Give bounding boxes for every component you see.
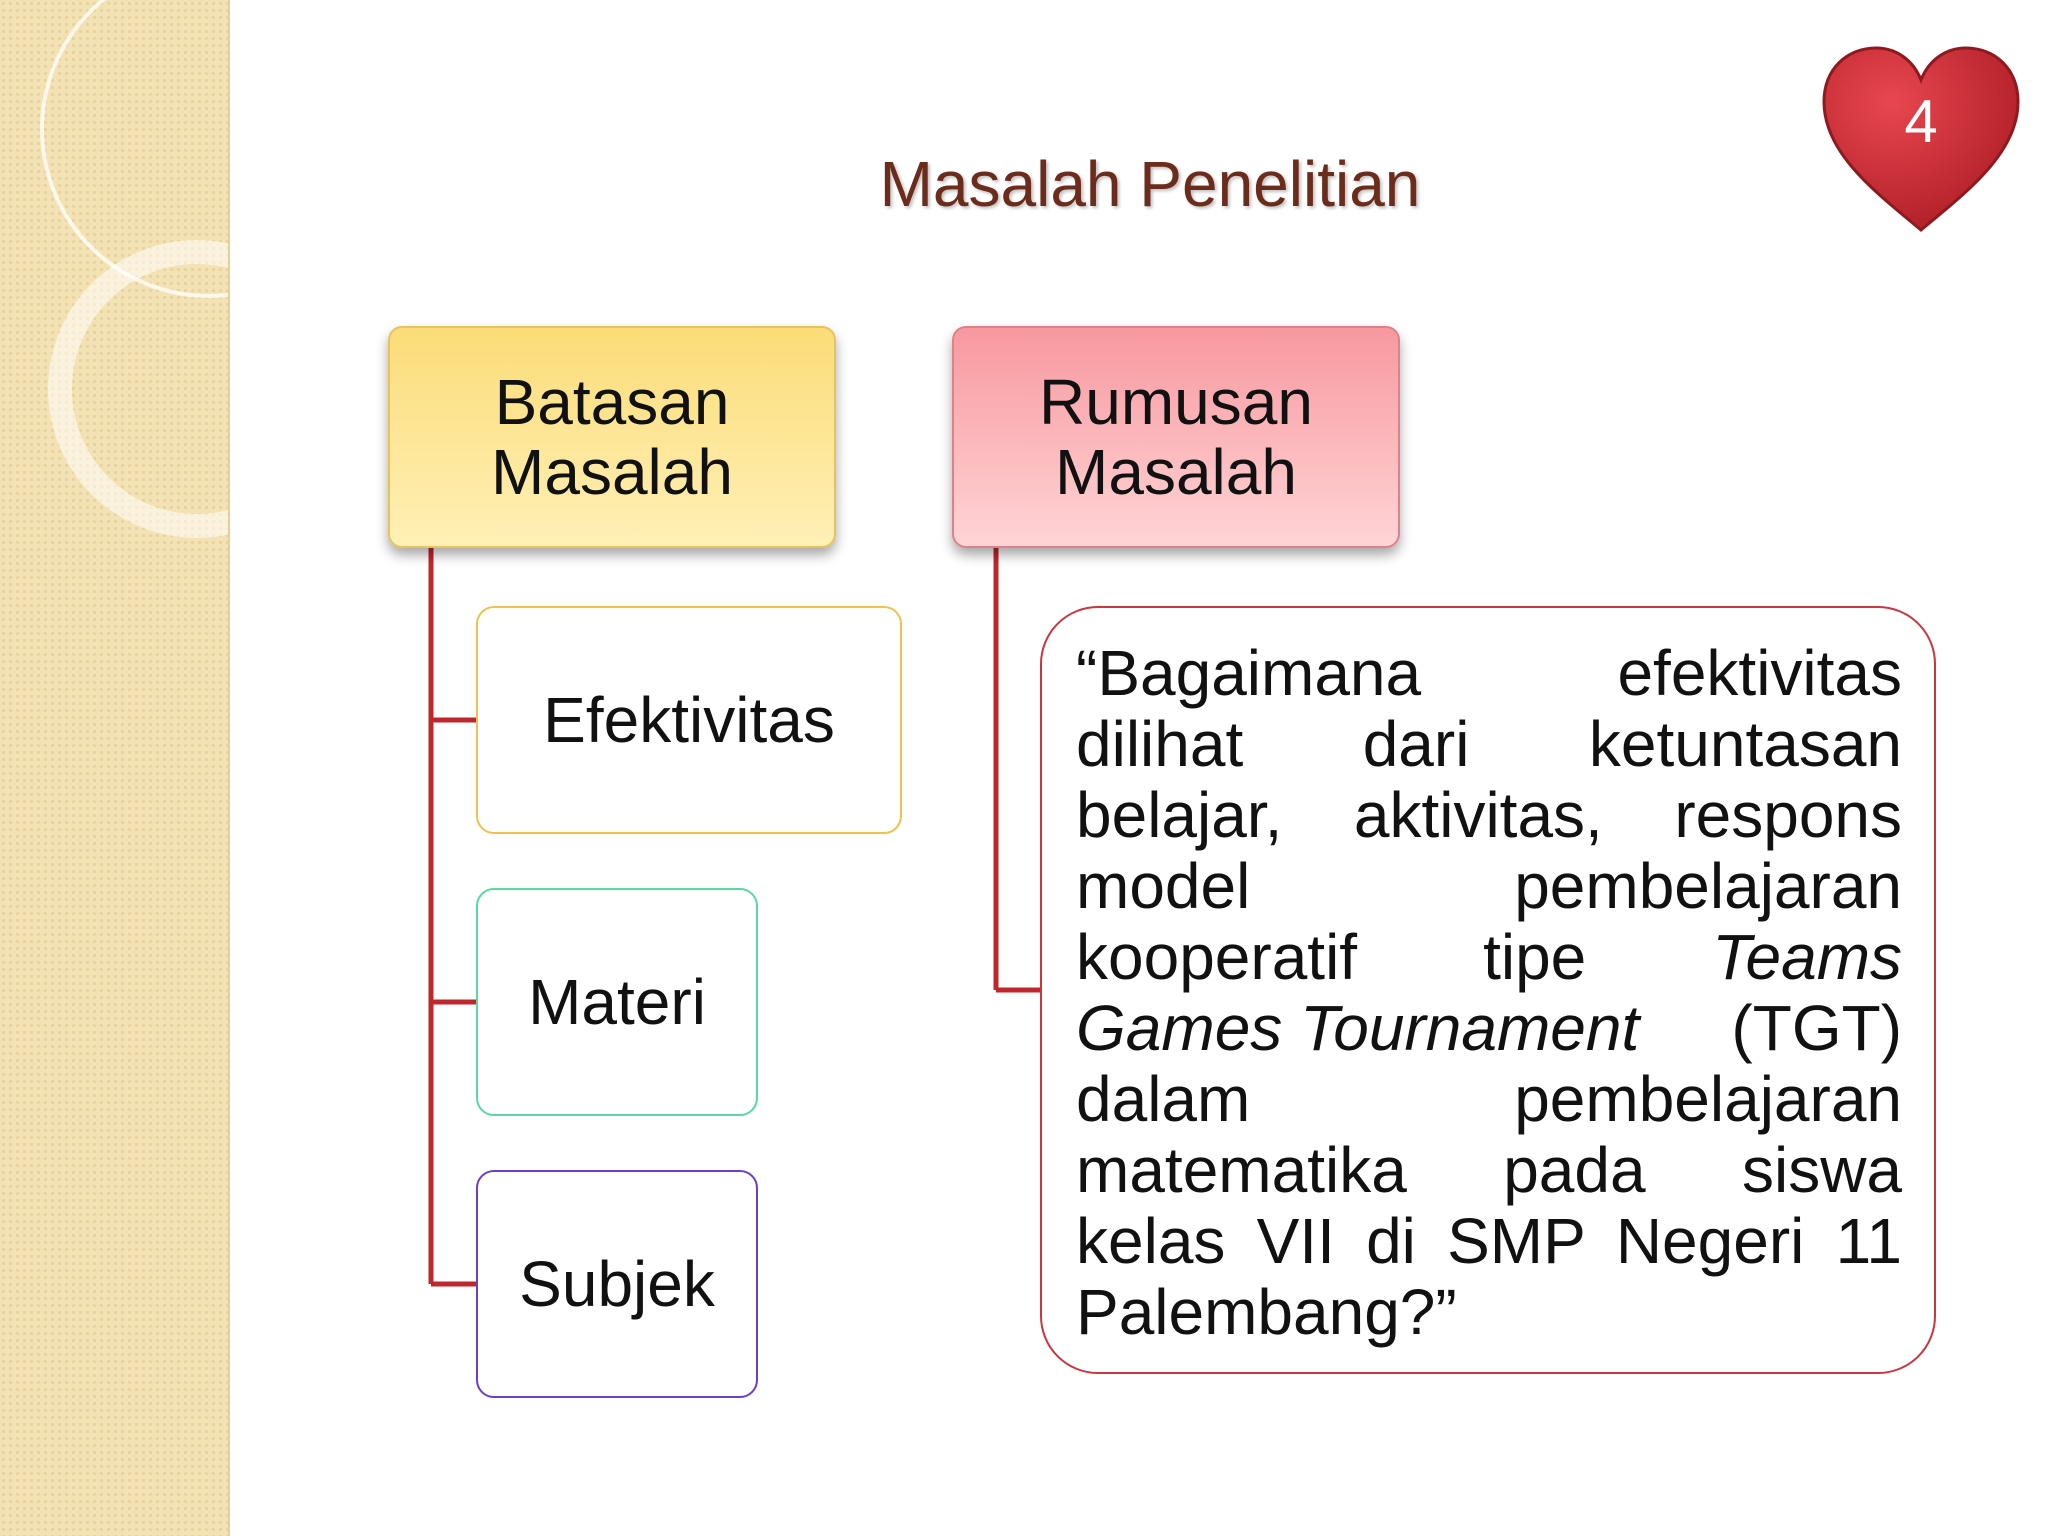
question-word: aktivitas, [1353, 779, 1603, 851]
materi-box: Materi [476, 888, 758, 1116]
slide-number: 4 [1904, 88, 1938, 155]
question-word: belajar, [1076, 779, 1283, 851]
batasan-masalah-box [388, 326, 836, 548]
question-line [1076, 709, 1902, 780]
rumusan-label-line1: Rumusan [1039, 366, 1313, 438]
question-word: “Bagaimana [1076, 637, 1422, 709]
question-line: Palembang?” [1076, 1276, 1457, 1348]
research-question-box [1040, 606, 1936, 1374]
question-line [1076, 993, 1902, 1064]
question-line [1076, 780, 1902, 851]
question-word: siswa [1741, 1134, 1902, 1206]
question-word: dilihat [1076, 708, 1244, 780]
question-word: kooperatif [1076, 921, 1358, 993]
slide-title: Masalah Penelitian [879, 148, 1421, 220]
question-word: respons [1674, 779, 1902, 851]
question-word: pembelajaran [1514, 850, 1902, 922]
question-word: model [1076, 850, 1251, 922]
subjek-box: Subjek [476, 1170, 758, 1398]
question-word: pada [1503, 1134, 1646, 1206]
question-word-italic: Teams [1712, 921, 1902, 993]
rumusan-label-line2: Masalah [1055, 436, 1297, 508]
question-word: dalam [1076, 1063, 1251, 1135]
question-line [1076, 1064, 1902, 1135]
question-words-italic: Games Tournament [1076, 992, 1640, 1064]
batasan-label-line1: Batasan [494, 366, 730, 438]
question-line [1076, 922, 1902, 993]
question-word: pembelajaran [1514, 1063, 1902, 1135]
question-line [1076, 638, 1902, 709]
question-word: tipe [1483, 921, 1587, 993]
question-line: kelas VII di SMP Negeri 11 [1076, 1205, 1902, 1277]
efektivitas-box: Efektivitas [476, 606, 902, 834]
question-word: matematika [1076, 1134, 1407, 1206]
question-word: (TGT) [1731, 992, 1902, 1064]
question-line [1076, 1135, 1902, 1206]
question-line [1076, 851, 1902, 922]
rumusan-masalah-box [952, 326, 1400, 548]
question-word: efektivitas [1617, 637, 1902, 709]
batasan-label-line2: Masalah [491, 436, 733, 508]
question-word: dari [1362, 708, 1470, 780]
question-word: ketuntasan [1588, 708, 1902, 780]
